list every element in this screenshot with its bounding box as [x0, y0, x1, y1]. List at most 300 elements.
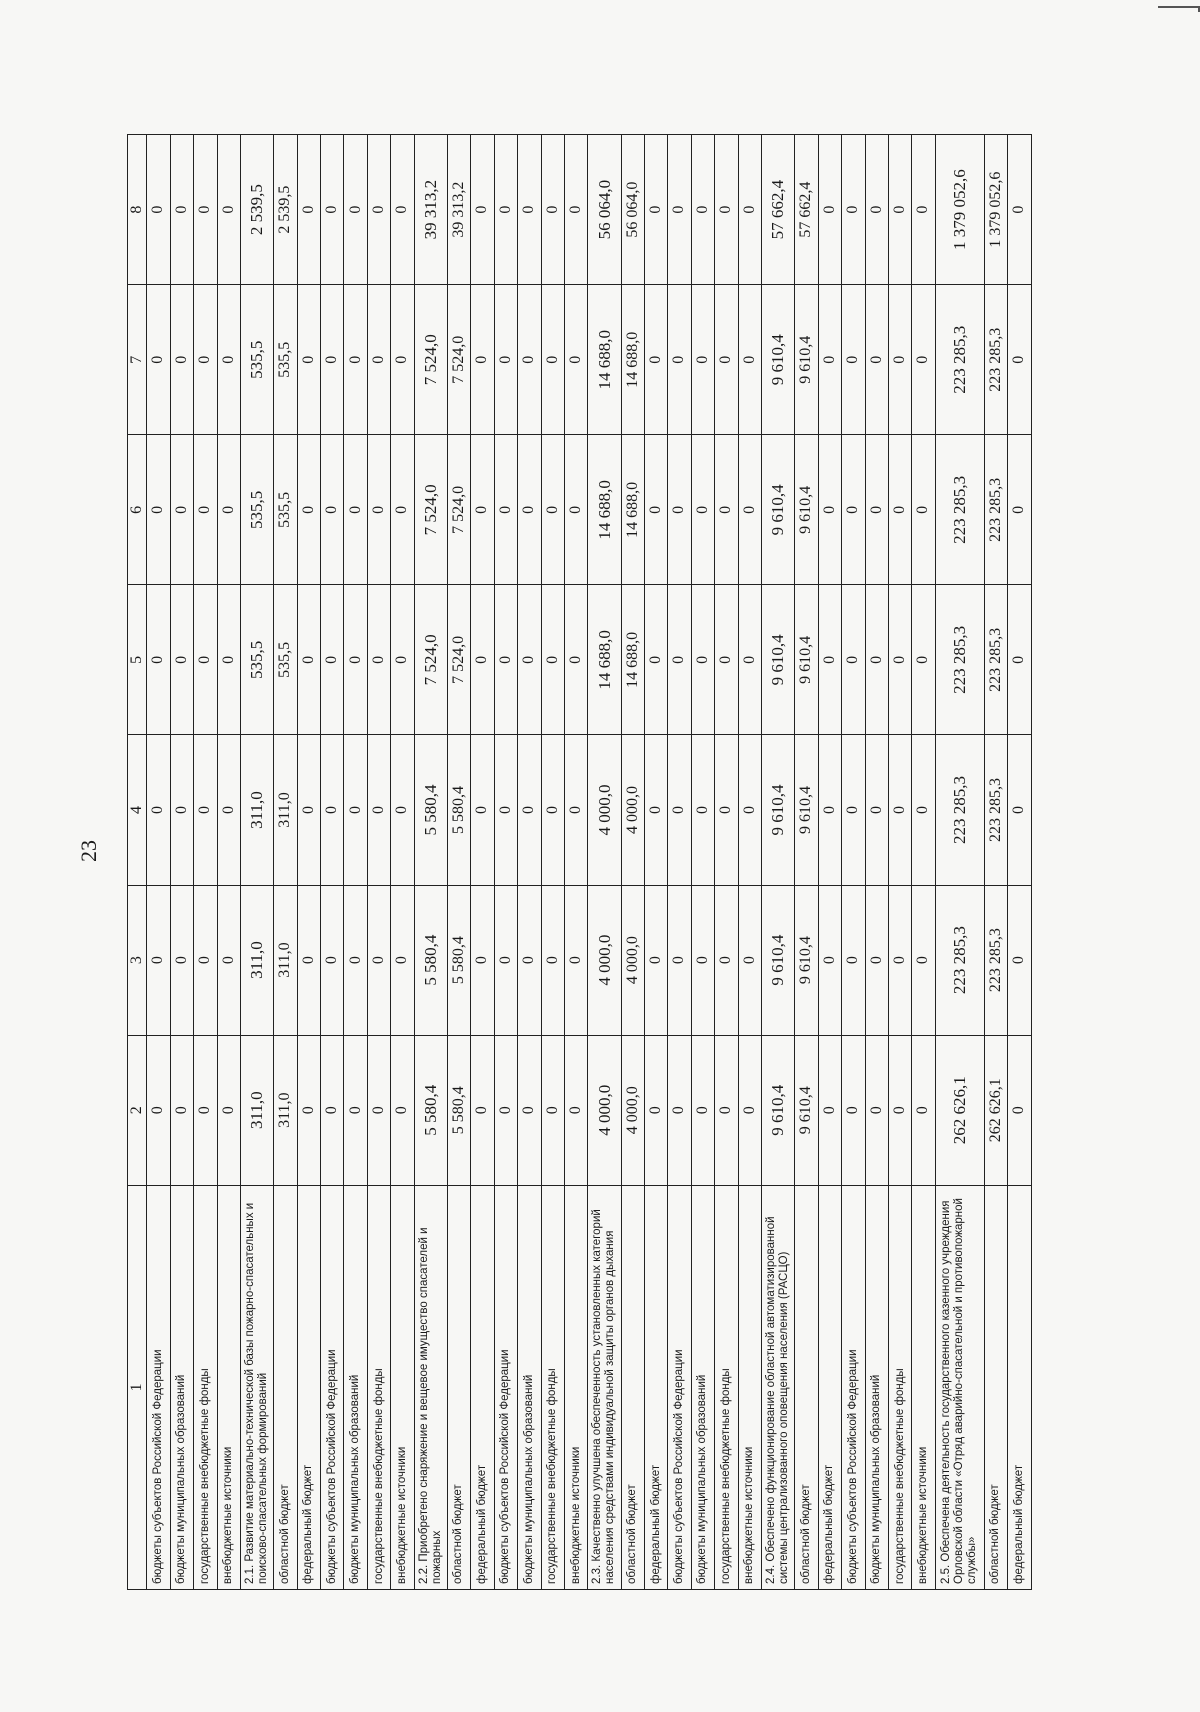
value-cell-col-6: 0: [194, 435, 217, 585]
value-cell-col-2: 5 580,4: [414, 1035, 447, 1185]
value-cell-col-8: 0: [691, 135, 714, 285]
value-cell-col-3: 0: [818, 885, 841, 1035]
value-cell-col-6: 0: [668, 435, 691, 585]
value-cell-col-8: 2 539,5: [274, 135, 297, 285]
value-cell-col-8: 0: [818, 135, 841, 285]
table-row: [588, 135, 621, 1590]
value-cell-col-2: 262 626,1: [984, 1035, 1007, 1185]
value-cell-col-3: 0: [912, 885, 935, 1035]
value-cell-col-3: 223 285,3: [935, 885, 984, 1035]
row-label-cell: федеральный бюджет: [471, 1185, 494, 1589]
value-cell-col-3: 0: [147, 885, 170, 1035]
value-cell-col-3: 0: [471, 885, 494, 1035]
value-cell-col-2: 0: [494, 1035, 517, 1185]
value-cell-col-3: 0: [541, 885, 564, 1035]
table-row: [888, 135, 911, 1590]
value-cell-col-3: 0: [217, 885, 240, 1035]
value-cell-col-8: 0: [541, 135, 564, 285]
value-cell-col-6: 0: [865, 435, 888, 585]
value-cell-col-3: 0: [518, 885, 541, 1035]
value-cell-col-4: 0: [367, 735, 390, 885]
value-cell-col-7: 0: [818, 285, 841, 435]
value-cell-col-5: 0: [344, 585, 367, 735]
table-row: [414, 135, 447, 1590]
value-cell-col-3: 0: [1008, 885, 1032, 1035]
value-cell-col-8: 0: [194, 135, 217, 285]
value-cell-col-7: 0: [194, 285, 217, 435]
value-cell-col-7: 0: [297, 285, 320, 435]
value-cell-col-3: 0: [297, 885, 320, 1035]
value-cell-col-4: 0: [170, 735, 193, 885]
value-cell-col-6: 0: [888, 435, 911, 585]
value-cell-col-7: 0: [912, 285, 935, 435]
value-cell-col-8: 0: [147, 135, 170, 285]
value-cell-col-5: 223 285,3: [935, 585, 984, 735]
value-cell-col-8: 0: [518, 135, 541, 285]
column-header-6: 6: [128, 435, 147, 585]
value-cell-col-3: 311,0: [274, 885, 297, 1035]
value-cell-col-8: 0: [565, 135, 588, 285]
value-cell-col-5: 9 610,4: [762, 585, 795, 735]
value-cell-col-7: 0: [668, 285, 691, 435]
value-cell-col-4: 0: [471, 735, 494, 885]
value-cell-col-2: 311,0: [241, 1035, 274, 1185]
value-cell-col-4: 0: [865, 735, 888, 885]
value-cell-col-8: 0: [170, 135, 193, 285]
value-cell-col-4: 0: [842, 735, 865, 885]
value-cell-col-7: 535,5: [274, 285, 297, 435]
value-cell-col-5: 0: [715, 585, 738, 735]
value-cell-col-7: 9 610,4: [795, 285, 818, 435]
value-cell-col-6: 0: [367, 435, 390, 585]
value-cell-col-6: 0: [344, 435, 367, 585]
value-cell-col-7: 0: [518, 285, 541, 435]
table-row: [668, 135, 691, 1590]
row-label-cell: 2.1. Развитие материально-технической базы пожарно-спасательных и поисково-спасательных формирований: [241, 1185, 274, 1589]
row-label-cell: бюджеты субъектов Российской Федерации: [494, 1185, 517, 1589]
table-row: [691, 135, 714, 1590]
column-header-5: 5: [128, 585, 147, 735]
value-cell-col-5: 0: [194, 585, 217, 735]
value-cell-col-3: 0: [170, 885, 193, 1035]
value-cell-col-2: 0: [691, 1035, 714, 1185]
value-cell-col-6: 7 524,0: [447, 435, 470, 585]
value-cell-col-3: 0: [321, 885, 344, 1035]
value-cell-col-6: 0: [494, 435, 517, 585]
value-cell-col-3: 0: [494, 885, 517, 1035]
value-cell-col-2: 0: [147, 1035, 170, 1185]
value-cell-col-8: 0: [494, 135, 517, 285]
value-cell-col-5: 0: [217, 585, 240, 735]
row-label-cell: федеральный бюджет: [1008, 1185, 1032, 1589]
value-cell-col-7: 0: [494, 285, 517, 435]
table-row: [297, 135, 320, 1590]
value-cell-col-8: 39 313,2: [414, 135, 447, 285]
row-label-cell: областной бюджет: [984, 1185, 1007, 1589]
value-cell-col-2: 0: [818, 1035, 841, 1185]
value-cell-col-4: 0: [1008, 735, 1032, 885]
value-cell-col-5: 0: [842, 585, 865, 735]
value-cell-col-2: 5 580,4: [447, 1035, 470, 1185]
row-label-cell: бюджеты субъектов Российской Федерации: [147, 1185, 170, 1589]
value-cell-col-4: 0: [194, 735, 217, 885]
value-cell-col-4: 9 610,4: [762, 735, 795, 885]
value-cell-col-8: 0: [471, 135, 494, 285]
row-label-cell: 2.4. Обеспечено функционирование областной автоматизированной системы централизованного оповещения населения (РАСЦО): [762, 1185, 795, 1589]
value-cell-col-4: 0: [912, 735, 935, 885]
value-cell-col-6: 14 688,0: [621, 435, 644, 585]
value-cell-col-5: 535,5: [274, 585, 297, 735]
value-cell-col-8: 0: [842, 135, 865, 285]
value-cell-col-2: 0: [194, 1035, 217, 1185]
row-label-cell: бюджеты муниципальных образований: [691, 1185, 714, 1589]
value-cell-col-5: 223 285,3: [984, 585, 1007, 735]
value-cell-col-6: 9 610,4: [795, 435, 818, 585]
value-cell-col-8: 0: [297, 135, 320, 285]
value-cell-col-6: 0: [391, 435, 414, 585]
value-cell-col-5: 0: [494, 585, 517, 735]
header-row: [128, 135, 147, 1590]
column-header-8: 8: [128, 135, 147, 285]
value-cell-col-5: 0: [541, 585, 564, 735]
value-cell-col-5: 0: [367, 585, 390, 735]
value-cell-col-6: 0: [297, 435, 320, 585]
table-row: [1008, 135, 1032, 1590]
table-row: [762, 135, 795, 1590]
value-cell-col-4: 0: [565, 735, 588, 885]
value-cell-col-2: 0: [842, 1035, 865, 1185]
table-row: [241, 135, 274, 1590]
value-cell-col-5: 0: [170, 585, 193, 735]
value-cell-col-7: 14 688,0: [588, 285, 621, 435]
value-cell-col-7: 0: [888, 285, 911, 435]
value-cell-col-4: 0: [344, 735, 367, 885]
value-cell-col-7: 14 688,0: [621, 285, 644, 435]
value-cell-col-8: 0: [715, 135, 738, 285]
value-cell-col-7: 0: [344, 285, 367, 435]
value-cell-col-2: 0: [912, 1035, 935, 1185]
value-cell-col-8: 56 064,0: [588, 135, 621, 285]
value-cell-col-2: 0: [344, 1035, 367, 1185]
value-cell-col-6: 0: [147, 435, 170, 585]
value-cell-col-4: 0: [888, 735, 911, 885]
value-cell-col-8: 0: [391, 135, 414, 285]
value-cell-col-8: 0: [1008, 135, 1032, 285]
value-cell-col-3: 0: [194, 885, 217, 1035]
value-cell-col-5: 0: [565, 585, 588, 735]
row-label-cell: бюджеты муниципальных образований: [344, 1185, 367, 1589]
value-cell-col-6: 223 285,3: [935, 435, 984, 585]
value-cell-col-3: 0: [865, 885, 888, 1035]
row-label-cell: областной бюджет: [447, 1185, 470, 1589]
row-label-cell: внебюджетные источники: [912, 1185, 935, 1589]
value-cell-col-5: 7 524,0: [447, 585, 470, 735]
value-cell-col-5: 0: [691, 585, 714, 735]
row-label-cell: бюджеты муниципальных образований: [170, 1185, 193, 1589]
value-cell-col-4: 311,0: [241, 735, 274, 885]
value-cell-col-4: 4 000,0: [621, 735, 644, 885]
value-cell-col-2: 0: [297, 1035, 320, 1185]
page-number: 23: [76, 840, 101, 862]
table-row: [565, 135, 588, 1590]
value-cell-col-3: 4 000,0: [621, 885, 644, 1035]
table-row: [147, 135, 170, 1590]
table-row: [738, 135, 761, 1590]
value-cell-col-7: 7 524,0: [447, 285, 470, 435]
value-cell-col-2: 0: [1008, 1035, 1032, 1185]
value-cell-col-2: 0: [715, 1035, 738, 1185]
table-row: [865, 135, 888, 1590]
value-cell-col-2: 0: [644, 1035, 667, 1185]
value-cell-col-5: 0: [865, 585, 888, 735]
value-cell-col-4: 0: [217, 735, 240, 885]
value-cell-col-5: 0: [818, 585, 841, 735]
value-cell-col-5: 7 524,0: [414, 585, 447, 735]
value-cell-col-6: 0: [170, 435, 193, 585]
value-cell-col-3: 0: [367, 885, 390, 1035]
value-cell-col-5: 0: [147, 585, 170, 735]
row-label-cell: федеральный бюджет: [644, 1185, 667, 1589]
value-cell-col-2: 0: [217, 1035, 240, 1185]
value-cell-col-5: 14 688,0: [621, 585, 644, 735]
value-cell-col-2: 0: [471, 1035, 494, 1185]
column-header-7: 7: [128, 285, 147, 435]
value-cell-col-2: 0: [865, 1035, 888, 1185]
value-cell-col-7: 535,5: [241, 285, 274, 435]
table-row: [644, 135, 667, 1590]
value-cell-col-2: 0: [170, 1035, 193, 1185]
value-cell-col-3: 5 580,4: [414, 885, 447, 1035]
value-cell-col-4: 0: [321, 735, 344, 885]
value-cell-col-3: 0: [344, 885, 367, 1035]
value-cell-col-4: 0: [644, 735, 667, 885]
value-cell-col-7: 0: [471, 285, 494, 435]
table-row: [715, 135, 738, 1590]
value-cell-col-6: 14 688,0: [588, 435, 621, 585]
value-cell-col-4: 0: [391, 735, 414, 885]
value-cell-col-5: 0: [518, 585, 541, 735]
value-cell-col-3: 311,0: [241, 885, 274, 1035]
table-row: [274, 135, 297, 1590]
value-cell-col-8: 0: [217, 135, 240, 285]
row-label-cell: государственные внебюджетные фонды: [194, 1185, 217, 1589]
value-cell-col-4: 0: [668, 735, 691, 885]
value-cell-col-7: 0: [738, 285, 761, 435]
value-cell-col-6: 0: [217, 435, 240, 585]
value-cell-col-7: 0: [367, 285, 390, 435]
value-cell-col-7: 0: [391, 285, 414, 435]
value-cell-col-7: 0: [715, 285, 738, 435]
column-header-2: 2: [128, 1035, 147, 1185]
value-cell-col-2: 4 000,0: [621, 1035, 644, 1185]
value-cell-col-6: 0: [912, 435, 935, 585]
table-row: [912, 135, 935, 1590]
value-cell-col-3: 9 610,4: [795, 885, 818, 1035]
row-label-cell: государственные внебюджетные фонды: [541, 1185, 564, 1589]
value-cell-col-2: 0: [367, 1035, 390, 1185]
value-cell-col-8: 57 662,4: [795, 135, 818, 285]
value-cell-col-4: 0: [691, 735, 714, 885]
value-cell-col-4: 0: [518, 735, 541, 885]
value-cell-col-6: 0: [644, 435, 667, 585]
value-cell-col-5: 0: [644, 585, 667, 735]
table-row: [170, 135, 193, 1590]
value-cell-col-3: 223 285,3: [984, 885, 1007, 1035]
value-cell-col-5: 0: [297, 585, 320, 735]
value-cell-col-3: 0: [842, 885, 865, 1035]
value-cell-col-6: 0: [541, 435, 564, 585]
value-cell-col-2: 9 610,4: [762, 1035, 795, 1185]
row-label-cell: бюджеты субъектов Российской Федерации: [321, 1185, 344, 1589]
row-label-cell: государственные внебюджетные фонды: [367, 1185, 390, 1589]
table-row: [541, 135, 564, 1590]
value-cell-col-7: 0: [565, 285, 588, 435]
value-cell-col-6: 0: [842, 435, 865, 585]
value-cell-col-8: 0: [321, 135, 344, 285]
value-cell-col-4: 0: [715, 735, 738, 885]
scan-corner-mark: [1158, 6, 1200, 12]
row-label-cell: 2.5. Обеспечена деятельность государственного казенного учреждения Орловской области «Отряд аварийно-спасательной и противопожарной службы»: [935, 1185, 984, 1589]
row-label-cell: государственные внебюджетные фонды: [888, 1185, 911, 1589]
value-cell-col-7: 0: [217, 285, 240, 435]
row-label-cell: внебюджетные источники: [738, 1185, 761, 1589]
table-row: [494, 135, 517, 1590]
table-row: [447, 135, 470, 1590]
value-cell-col-7: 0: [644, 285, 667, 435]
value-cell-col-2: 4 000,0: [588, 1035, 621, 1185]
value-cell-col-8: 1 379 052,6: [984, 135, 1007, 285]
value-cell-col-8: 56 064,0: [621, 135, 644, 285]
value-cell-col-3: 0: [738, 885, 761, 1035]
table-row: [818, 135, 841, 1590]
value-cell-col-2: 311,0: [274, 1035, 297, 1185]
value-cell-col-6: 0: [715, 435, 738, 585]
value-cell-col-4: 5 580,4: [447, 735, 470, 885]
value-cell-col-5: 0: [738, 585, 761, 735]
table-row: [518, 135, 541, 1590]
value-cell-col-4: 0: [297, 735, 320, 885]
value-cell-col-6: 535,5: [274, 435, 297, 585]
row-label-cell: бюджеты муниципальных образований: [865, 1185, 888, 1589]
table-row: [984, 135, 1007, 1590]
value-cell-col-5: 0: [321, 585, 344, 735]
funding-table: [127, 134, 1032, 1590]
value-cell-col-8: 0: [888, 135, 911, 285]
value-cell-col-2: 0: [565, 1035, 588, 1185]
value-cell-col-4: 5 580,4: [414, 735, 447, 885]
value-cell-col-8: 0: [367, 135, 390, 285]
column-header-1: 1: [128, 1185, 147, 1589]
table-row: [795, 135, 818, 1590]
value-cell-col-8: 0: [912, 135, 935, 285]
value-cell-col-3: 9 610,4: [762, 885, 795, 1035]
value-cell-col-8: 2 539,5: [241, 135, 274, 285]
table-row: [194, 135, 217, 1590]
table-row: [471, 135, 494, 1590]
value-cell-col-8: 57 662,4: [762, 135, 795, 285]
value-cell-col-6: 0: [471, 435, 494, 585]
value-cell-col-2: 0: [518, 1035, 541, 1185]
row-label-cell: 2.2. Приобретено снаряжение и вещевое имущество спасателей и пожарных: [414, 1185, 447, 1589]
table-row: [935, 135, 984, 1590]
value-cell-col-7: 9 610,4: [762, 285, 795, 435]
value-cell-col-8: 0: [668, 135, 691, 285]
value-cell-col-4: 0: [818, 735, 841, 885]
value-cell-col-2: 0: [738, 1035, 761, 1185]
row-label-cell: 2.3. Качественно улучшена обеспеченность установленных категорий населения средствами индивидуальной защиты органов дыхания: [588, 1185, 621, 1589]
column-header-4: 4: [128, 735, 147, 885]
table-row: [217, 135, 240, 1590]
table-row: [367, 135, 390, 1590]
value-cell-col-4: 4 000,0: [588, 735, 621, 885]
value-cell-col-7: 0: [691, 285, 714, 435]
row-label-cell: федеральный бюджет: [818, 1185, 841, 1589]
value-cell-col-6: 0: [738, 435, 761, 585]
value-cell-col-7: 0: [865, 285, 888, 435]
value-cell-col-3: 0: [715, 885, 738, 1035]
value-cell-col-7: 0: [170, 285, 193, 435]
value-cell-col-6: 9 610,4: [762, 435, 795, 585]
row-label-cell: бюджеты муниципальных образований: [518, 1185, 541, 1589]
value-cell-col-7: 0: [1008, 285, 1032, 435]
row-label-cell: бюджеты субъектов Российской Федерации: [842, 1185, 865, 1589]
row-label-cell: бюджеты субъектов Российской Федерации: [668, 1185, 691, 1589]
row-label-cell: федеральный бюджет: [297, 1185, 320, 1589]
value-cell-col-8: 0: [738, 135, 761, 285]
value-cell-col-5: 0: [1008, 585, 1032, 735]
column-header-3: 3: [128, 885, 147, 1035]
value-cell-col-8: 0: [865, 135, 888, 285]
value-cell-col-8: 1 379 052,6: [935, 135, 984, 285]
value-cell-col-7: 223 285,3: [935, 285, 984, 435]
row-label-cell: внебюджетные источники: [391, 1185, 414, 1589]
row-label-cell: областной бюджет: [621, 1185, 644, 1589]
value-cell-col-2: 0: [668, 1035, 691, 1185]
value-cell-col-5: 0: [888, 585, 911, 735]
row-label-cell: областной бюджет: [795, 1185, 818, 1589]
row-label-cell: государственные внебюджетные фонды: [715, 1185, 738, 1589]
value-cell-col-5: 0: [391, 585, 414, 735]
value-cell-col-7: 0: [842, 285, 865, 435]
value-cell-col-4: 311,0: [274, 735, 297, 885]
value-cell-col-4: 223 285,3: [984, 735, 1007, 885]
value-cell-col-3: 4 000,0: [588, 885, 621, 1035]
value-cell-col-3: 0: [691, 885, 714, 1035]
table-row: [391, 135, 414, 1590]
value-cell-col-3: 0: [391, 885, 414, 1035]
value-cell-col-4: 9 610,4: [795, 735, 818, 885]
value-cell-col-4: 0: [738, 735, 761, 885]
value-cell-col-6: 7 524,0: [414, 435, 447, 585]
value-cell-col-5: 0: [471, 585, 494, 735]
value-cell-col-3: 0: [888, 885, 911, 1035]
value-cell-col-3: 0: [565, 885, 588, 1035]
value-cell-col-8: 39 313,2: [447, 135, 470, 285]
table-row: [344, 135, 367, 1590]
value-cell-col-2: 0: [321, 1035, 344, 1185]
table-row: [842, 135, 865, 1590]
value-cell-col-4: 223 285,3: [935, 735, 984, 885]
value-cell-col-3: 0: [644, 885, 667, 1035]
value-cell-col-5: 0: [668, 585, 691, 735]
value-cell-col-7: 0: [321, 285, 344, 435]
value-cell-col-2: 0: [391, 1035, 414, 1185]
row-label-cell: областной бюджет: [274, 1185, 297, 1589]
value-cell-col-8: 0: [644, 135, 667, 285]
value-cell-col-7: 223 285,3: [984, 285, 1007, 435]
value-cell-col-4: 0: [541, 735, 564, 885]
value-cell-col-2: 0: [888, 1035, 911, 1185]
